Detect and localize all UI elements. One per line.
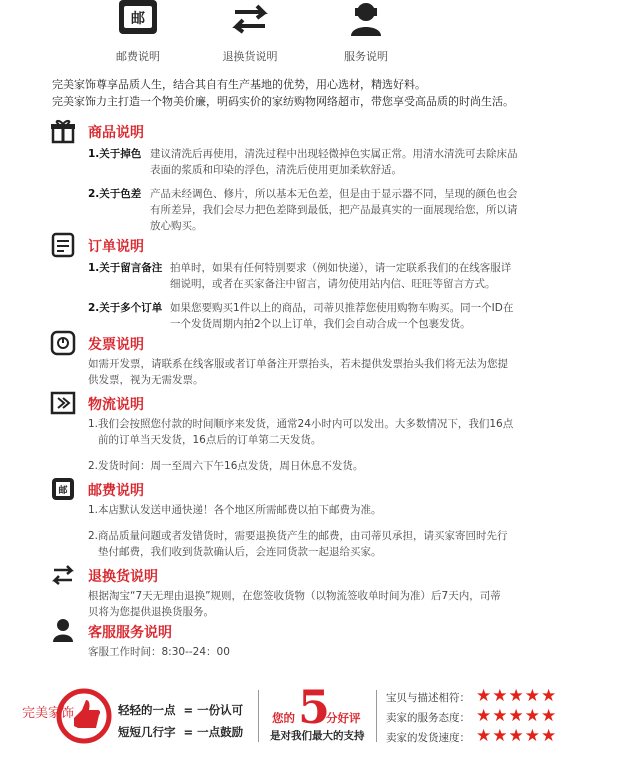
- exchange-icon: [50, 562, 76, 588]
- divider: [258, 690, 259, 742]
- item-line: 有所差异，我们会尽力把色差降到最低，把产品最真实的一面展现给您，所以请: [150, 204, 518, 216]
- star-rating: ★★★★★: [476, 726, 558, 746]
- para-line: 1.我们会按照您付款的时间顺序来发货，通常24小时内可以发出。大多数情况下，我们16点: [88, 418, 514, 430]
- returns-text: [88, 588, 528, 620]
- brand-logo-text: 完美家饰: [22, 706, 75, 721]
- postage-stamp-icon: [115, 0, 161, 38]
- top-item-label: 邮费说明: [116, 50, 160, 63]
- item-line: 产品未经调色、修片，所以基本无色差，但是由于显示器不同，呈现的颜色也会: [150, 188, 518, 200]
- section-title-invoice: 发票说明: [88, 337, 144, 353]
- section-title-product: 商品说明: [88, 125, 144, 141]
- customer-service-icon: [343, 0, 389, 38]
- invoice-text: [88, 356, 528, 388]
- product-item-fading: [88, 146, 528, 178]
- section-title-postage: 邮费说明: [88, 483, 144, 499]
- slogan-part: 轻轻的一点: [118, 703, 176, 717]
- intro-text: [52, 76, 612, 110]
- intro-line: 完美家饰力主打造一个物美价廉，明码实价的家纺购物网络超市，带您享受高品质的时尚生活。: [52, 95, 514, 108]
- item-line: 建议清洗后再使用，清洗过程中出现轻微掉色实属正常。用清水清洗可去除床品: [150, 148, 518, 160]
- item-line: 放心购买。: [150, 220, 203, 232]
- rating-five: 5: [298, 680, 331, 734]
- para-line: 贝将为您提供退换货服务。: [88, 606, 214, 618]
- section-title-returns: 退换货说明: [88, 569, 158, 585]
- invoice-icon: [50, 330, 76, 356]
- svg-text:邮: 邮: [131, 11, 145, 27]
- rating-support: 是对我们最大的支持: [270, 730, 365, 742]
- item-line: 一个发货周期内拍2个以上订单，我们会自动合成一个包裹发货。: [170, 318, 471, 330]
- slogan-line-1: [118, 702, 243, 718]
- top-item-returns: [190, 0, 310, 64]
- item-line: 细说明，或者在买家备注中留言，请勿使用站内信、旺旺等留言方式。: [170, 278, 496, 290]
- star-rating: ★★★★★: [476, 706, 558, 726]
- section-title-logistics: 物流说明: [88, 397, 144, 413]
- logistics-text-2: 2.发货时间：周一至周六下午16点发货，周日休息不发货。: [88, 460, 364, 472]
- rating-your: 您的: [272, 711, 295, 725]
- intro-line: 完美家饰尊享品质人生，结合其自有生产基地的优势，用心选材，精选好料。: [52, 78, 426, 91]
- divider: [376, 690, 377, 742]
- order-form-icon: [50, 232, 76, 258]
- product-item-color-difference: [88, 186, 528, 234]
- rating-suffix: 分好评: [326, 711, 361, 725]
- svg-text:邮: 邮: [58, 486, 68, 496]
- para-line: 如需开发票，请联系在线客服或者订单备注开票抬头，若未提供发票抬头我们将无法为您提: [88, 358, 508, 370]
- item-key: 1.关于留言备注: [88, 262, 163, 274]
- postage-icon: [50, 476, 76, 502]
- gift-icon: [50, 118, 76, 144]
- para-line: 前的订单当天发货，16点后的订单第二天发货。: [98, 434, 322, 446]
- rating-label: 卖家的服务态度：: [386, 712, 470, 724]
- star-rating: ★★★★★: [476, 686, 558, 706]
- slogan-part: = 一份认可: [183, 703, 244, 717]
- para-line: 根据淘宝“7天无理由退换”规则，在您签收货物（以物流签收单时间为准）后7天内，司蒂: [88, 590, 501, 602]
- exchange-arrows-icon: [227, 0, 273, 38]
- item-key: 2.关于色差: [88, 188, 142, 200]
- order-item-multiple: [88, 300, 528, 332]
- top-item-postage: [78, 0, 198, 64]
- footer-banner: [0, 676, 620, 766]
- slogan-line-2: [118, 724, 243, 740]
- slogan-part: = 一点鼓励: [183, 725, 244, 739]
- top-item-label: 退换货说明: [222, 50, 278, 63]
- item-line: 拍单时，如果有任何特别要求（例如快递），请一定联系我们的在线客服详: [170, 262, 512, 274]
- top-item-service: [306, 0, 426, 64]
- rating-label: 卖家的发货速度：: [386, 732, 470, 744]
- item-key: 2.关于多个订单: [88, 302, 163, 314]
- logistics-icon: [50, 390, 76, 416]
- para-line: 2.商品质量问题或者发错货时，需要退换货产生的邮费，由司蒂贝承担，请买家寄回时先行: [88, 530, 508, 542]
- item-line: 表面的浆质和印染的浮色，清洗后使用更加柔软舒适。: [150, 164, 402, 176]
- order-item-remarks: [88, 260, 528, 292]
- rating-label: 宝贝与描述相符：: [386, 692, 470, 704]
- item-key: 1.关于掉色: [88, 148, 142, 160]
- para-line: 供发票，视为无需发票。: [88, 374, 204, 386]
- section-title-order: 订单说明: [88, 239, 144, 255]
- postage-text-1: 1.本店默认发送申通快递！各个地区所需邮费以拍下邮费为准。: [88, 504, 382, 516]
- customer-service-icon: [50, 616, 76, 642]
- item-line: 如果您要购买1件以上的商品，司蒂贝推荐您使用购物车购买。同一个ID在: [170, 302, 514, 314]
- logistics-text-1: [88, 416, 528, 448]
- service-hours: 客服工作时间：8:30--24：00: [88, 646, 230, 658]
- para-line: 垫付邮费，我们收到货款确认后，会连同货款一起退给买家。: [98, 546, 382, 558]
- top-icon-row: [0, 0, 620, 70]
- top-item-label: 服务说明: [344, 50, 388, 63]
- section-title-service: 客服服务说明: [88, 625, 172, 641]
- postage-text-2: [88, 528, 528, 560]
- slogan-part: 短短几行字: [118, 725, 176, 739]
